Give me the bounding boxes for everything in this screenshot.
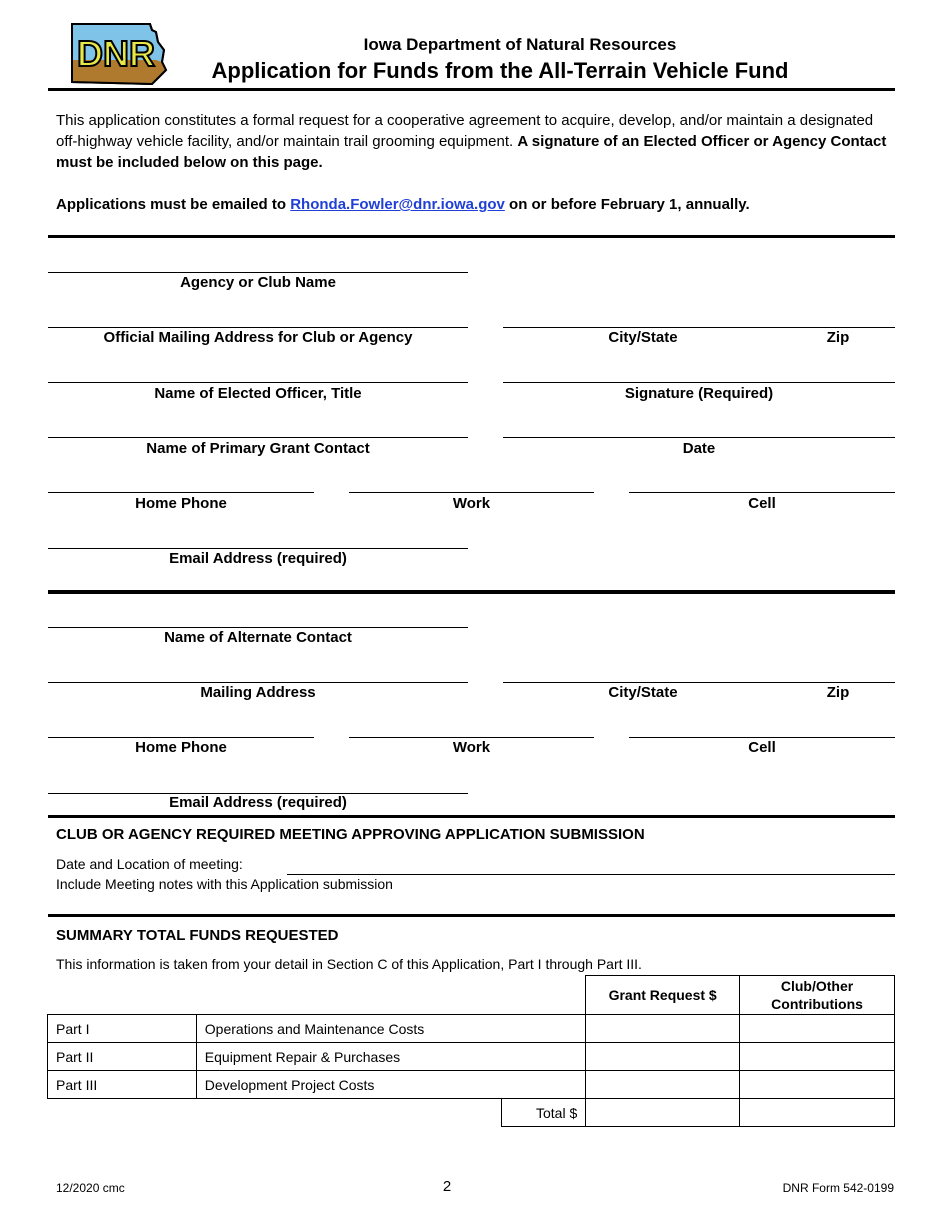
email-instruction: [56, 194, 888, 215]
total-club-cell[interactable]: [740, 1099, 895, 1127]
alt-cell-phone-label: Cell: [748, 739, 776, 756]
alt-city-state-zip-line[interactable]: [503, 682, 895, 683]
primary-section-rule: [48, 590, 895, 594]
part-label: Part III: [48, 1071, 197, 1099]
meeting-date-location-label: Date and Location of meeting:: [56, 856, 243, 872]
cell-phone-label: Cell: [748, 495, 776, 512]
intro-bold-text: A signature of an Elected Officer or Agency Contact must be included below on this page.: [56, 133, 887, 171]
alt-home-phone-line[interactable]: [48, 737, 314, 738]
summary-header-row: [48, 976, 895, 1015]
date-label: Date: [682, 440, 716, 457]
alt-zip-label: Zip: [826, 684, 850, 701]
summary-table: [47, 975, 895, 1127]
elected-officer-label: Name of Elected Officer, Title: [154, 385, 362, 402]
home-phone-label: Home Phone: [135, 495, 227, 512]
intro-paragraph: [56, 110, 888, 173]
summary-heading: SUMMARY TOTAL FUNDS REQUESTED: [56, 927, 339, 944]
home-phone-line[interactable]: [48, 492, 314, 493]
email-line[interactable]: [48, 548, 468, 549]
email-label: Email Address (required): [169, 550, 347, 567]
grant-request-cell[interactable]: [586, 1015, 740, 1043]
grant-request-header: Grant Request $: [586, 976, 740, 1015]
agency-name-label: Agency or Club Name: [180, 274, 336, 291]
alt-cell-phone-line[interactable]: [629, 737, 895, 738]
total-label: Total $: [502, 1099, 586, 1127]
alternate-section-rule: [48, 815, 895, 818]
summary-note: This information is taken from your detail in Section C of this Application, Part I through Part III.: [56, 956, 642, 972]
work-phone-label: Work: [452, 495, 491, 512]
table-row: [48, 1043, 895, 1071]
club-contributions-header: Club/Other Contributions: [740, 976, 895, 1015]
primary-contact-label: Name of Primary Grant Contact: [146, 440, 370, 457]
grant-request-cell[interactable]: [586, 1043, 740, 1071]
alt-work-phone-line[interactable]: [349, 737, 594, 738]
iowa-state-logo-icon: [66, 20, 170, 86]
part-label: Part II: [48, 1043, 197, 1071]
city-state-zip-line[interactable]: [503, 327, 895, 328]
cell-phone-line[interactable]: [629, 492, 895, 493]
club-contribution-cell[interactable]: [740, 1043, 895, 1071]
signature-line[interactable]: [503, 382, 895, 383]
footer-date-code: 12/2020 cmc: [56, 1181, 125, 1195]
intro-rule: [48, 235, 895, 238]
logo-text: DNR: [77, 33, 155, 74]
club-contribution-cell[interactable]: [740, 1015, 895, 1043]
email-link[interactable]: Rhonda.Fowler@dnr.iowa.gov: [290, 196, 505, 213]
meeting-rule: [48, 914, 895, 917]
table-row: [48, 1015, 895, 1043]
part-description: Equipment Repair & Purchases: [196, 1043, 585, 1071]
dnr-logo: [66, 20, 170, 86]
elected-officer-line[interactable]: [48, 382, 468, 383]
meeting-notes-instruction: Include Meeting notes with this Application submission: [56, 876, 393, 892]
meeting-heading: CLUB OR AGENCY REQUIRED MEETING APPROVING APPLICATION SUBMISSION: [56, 826, 645, 843]
mailing-address-line[interactable]: [48, 327, 468, 328]
date-line[interactable]: [503, 437, 895, 438]
alt-work-phone-label: Work: [452, 739, 491, 756]
alt-mailing-address-label: Mailing Address: [200, 684, 316, 701]
email-prefix: Applications must be emailed to: [56, 196, 287, 213]
club-contribution-cell[interactable]: [740, 1071, 895, 1099]
intro-text: This application constitutes a formal request for a cooperative agreement to acquire, develop, and/or maintain a designated off-highway vehicle facility, and/or maintain trail grooming equipment.: [56, 112, 874, 150]
footer-form-number: DNR Form 542-0199: [782, 1181, 894, 1195]
part-description: Development Project Costs: [196, 1071, 585, 1099]
grant-request-cell[interactable]: [586, 1071, 740, 1099]
page-number: 2: [442, 1178, 452, 1195]
meeting-date-location-line[interactable]: [287, 874, 895, 875]
city-state-label: City/State: [608, 329, 678, 346]
total-row: [48, 1099, 895, 1127]
part-description: Operations and Maintenance Costs: [196, 1015, 585, 1043]
alt-home-phone-label: Home Phone: [135, 739, 227, 756]
total-grant-cell[interactable]: [586, 1099, 740, 1127]
signature-label: Signature (Required): [624, 385, 774, 402]
primary-contact-line[interactable]: [48, 437, 468, 438]
department-name: Iowa Department of Natural Resources: [363, 35, 677, 54]
header-rule: [48, 88, 895, 91]
work-phone-line[interactable]: [349, 492, 594, 493]
alternate-contact-label: Name of Alternate Contact: [164, 629, 352, 646]
zip-label: Zip: [826, 329, 850, 346]
alt-mailing-address-line[interactable]: [48, 682, 468, 683]
mailing-address-label: Official Mailing Address for Club or Agency: [103, 329, 413, 346]
alt-city-state-label: City/State: [608, 684, 678, 701]
table-row: [48, 1071, 895, 1099]
alternate-contact-line[interactable]: [48, 627, 468, 628]
alt-email-label: Email Address (required): [169, 794, 347, 811]
agency-name-line[interactable]: [48, 272, 468, 273]
part-label: Part I: [48, 1015, 197, 1043]
email-suffix: on or before February 1, annually.: [509, 196, 750, 213]
page-title: Application for Funds from the All-Terrain Vehicle Fund: [211, 58, 789, 83]
